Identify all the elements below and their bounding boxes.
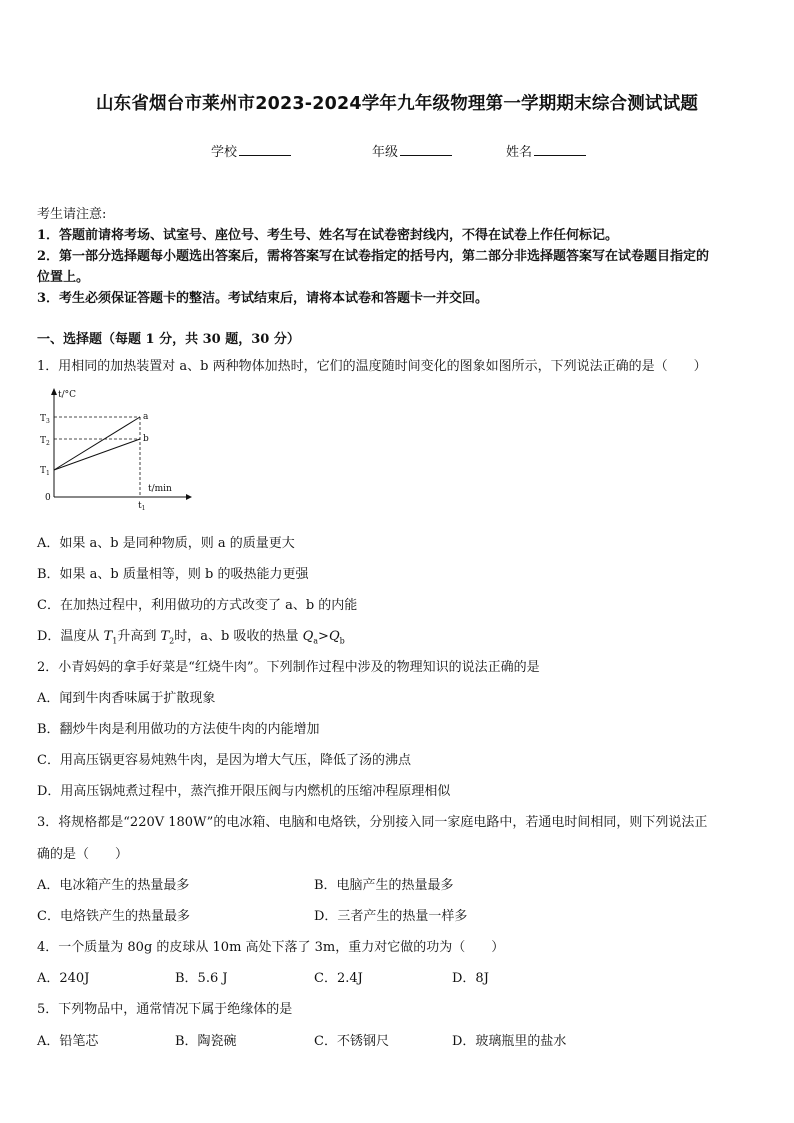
- q5-option-d[interactable]: D．玻璃瓶里的盐水: [452, 1034, 567, 1049]
- q2-option-b[interactable]: B．翻炒牛肉是利用做功的方法使牛肉的内能增加: [37, 722, 320, 737]
- q2-option-a[interactable]: A．闻到牛肉香味属于扩散现象: [37, 691, 216, 706]
- grade-blank[interactable]: [400, 143, 452, 156]
- q4-option-a[interactable]: A．240J: [37, 971, 90, 986]
- school-blank[interactable]: [239, 143, 291, 156]
- notice-item-2: 2．第一部分选择题每小题选出答案后，需将答案写在试卷指定的括号内，第二部分非选择题答案写在试卷题目指定的: [37, 249, 710, 264]
- q1-option-c[interactable]: C．在加热过程中，利用做功的方式改变了 a、b 的内能: [37, 598, 358, 613]
- q3-option-a[interactable]: A．电冰箱产生的热量最多: [37, 878, 190, 893]
- q1-option-a[interactable]: A．如果 a、b 是同种物质，则 a 的质量更大: [37, 536, 295, 551]
- x-axis-arrow: [186, 494, 192, 500]
- label-a: a: [143, 412, 149, 422]
- name-label: 姓名: [506, 145, 533, 160]
- q5-option-a[interactable]: A．铅笔芯: [37, 1034, 99, 1049]
- q3-option-b[interactable]: B．电脑产生的热量最多: [314, 878, 454, 893]
- q3-option-d[interactable]: D．三者产生的热量一样多: [314, 909, 468, 924]
- q4-option-c[interactable]: C．2.4J: [314, 971, 363, 986]
- section-heading: 一、选择题（每题 1 分，共 30 题，30 分）: [37, 332, 300, 347]
- notice-item-3: 3．考生必须保证答题卡的整洁。考试结束后，请将本试卷和答题卡一并交回。: [37, 291, 489, 306]
- grade-label: 年级: [372, 145, 399, 160]
- q4-option-b[interactable]: B．5.6 J: [175, 971, 228, 986]
- notice-item-1: 1．答题前请将考场、试室号、座位号、考生号、姓名写在试卷密封线内，不得在试卷上作任何标记。: [37, 228, 619, 243]
- notice-heading: 考生请注意:: [37, 207, 107, 222]
- q2-stem: 2．小青妈妈的拿手好菜是“红烧牛肉”。下列制作过程中涉及的物理知识的说法正确的是: [37, 660, 540, 675]
- x-axis-label: t/min: [148, 484, 172, 494]
- t3-tick: $T_3$: [40, 414, 50, 425]
- q1-option-b[interactable]: B．如果 a、b 质量相等，则 b 的吸热能力更强: [37, 567, 309, 582]
- y-axis-arrow: [51, 388, 57, 395]
- q3-stem: 3．将规格都是“220V 180W”的电冰箱、电脑和电烙铁，分别接入同一家庭电路中，若通电时间相同，则下列说法正: [37, 815, 708, 830]
- page-title: 山东省烟台市莱州市2023-2024学年九年级物理第一学期期末综合测试试题: [95, 94, 699, 114]
- school-field[interactable]: [211, 141, 291, 160]
- q5-stem: 5．下列物品中，通常情况下属于绝缘体的是: [37, 1002, 293, 1017]
- q4-stem: 4．一个质量为 80g 的皮球从 10m 高处下落了 3m，重力对它做的功为（ ）: [37, 940, 505, 955]
- label-b: b: [143, 434, 149, 444]
- q5-option-b[interactable]: B．陶瓷碗: [175, 1034, 237, 1049]
- q2-option-c[interactable]: C．用高压锅更容易炖熟牛肉，是因为增大气压，降低了汤的沸点: [37, 753, 411, 768]
- t1-tick: $T_1$: [40, 466, 50, 477]
- school-label: 学校: [211, 145, 238, 160]
- notice-item-2-cont: 位置上。: [37, 270, 90, 285]
- origin-label: 0: [45, 493, 51, 503]
- q3-stem-cont: 确的是（ ）: [37, 847, 129, 862]
- name-field[interactable]: [506, 141, 586, 160]
- q3-option-c[interactable]: C．电烙铁产生的热量最多: [37, 909, 190, 924]
- q4-option-d[interactable]: D．8J: [452, 971, 489, 986]
- q2-option-d[interactable]: D．用高压锅炖煮过程中，蒸汽推开限压阀与内燃机的压缩冲程原理相似: [37, 784, 451, 799]
- student-info-row: [0, 141, 794, 161]
- y-axis-label: t/°C: [58, 390, 77, 400]
- x-t1-tick: $t_1$: [138, 501, 146, 512]
- grade-field[interactable]: [372, 141, 452, 160]
- q1-option-d[interactable]: D．温度从 $T_1$升高到 $T_2$时，a、b 吸收的热量 $Q_a>Q_b$: [37, 629, 345, 646]
- q1-stem: 1．用相同的加热装置对 a、b 两种物体加热时，它们的温度随时间变化的图象如图所示，下列说法正确的是（ ）: [37, 359, 707, 374]
- q1-temperature-chart: [36, 384, 196, 514]
- t2-tick: $T_2$: [40, 436, 50, 447]
- name-blank[interactable]: [534, 143, 586, 156]
- q5-option-c[interactable]: C．不锈钢尺: [314, 1034, 389, 1049]
